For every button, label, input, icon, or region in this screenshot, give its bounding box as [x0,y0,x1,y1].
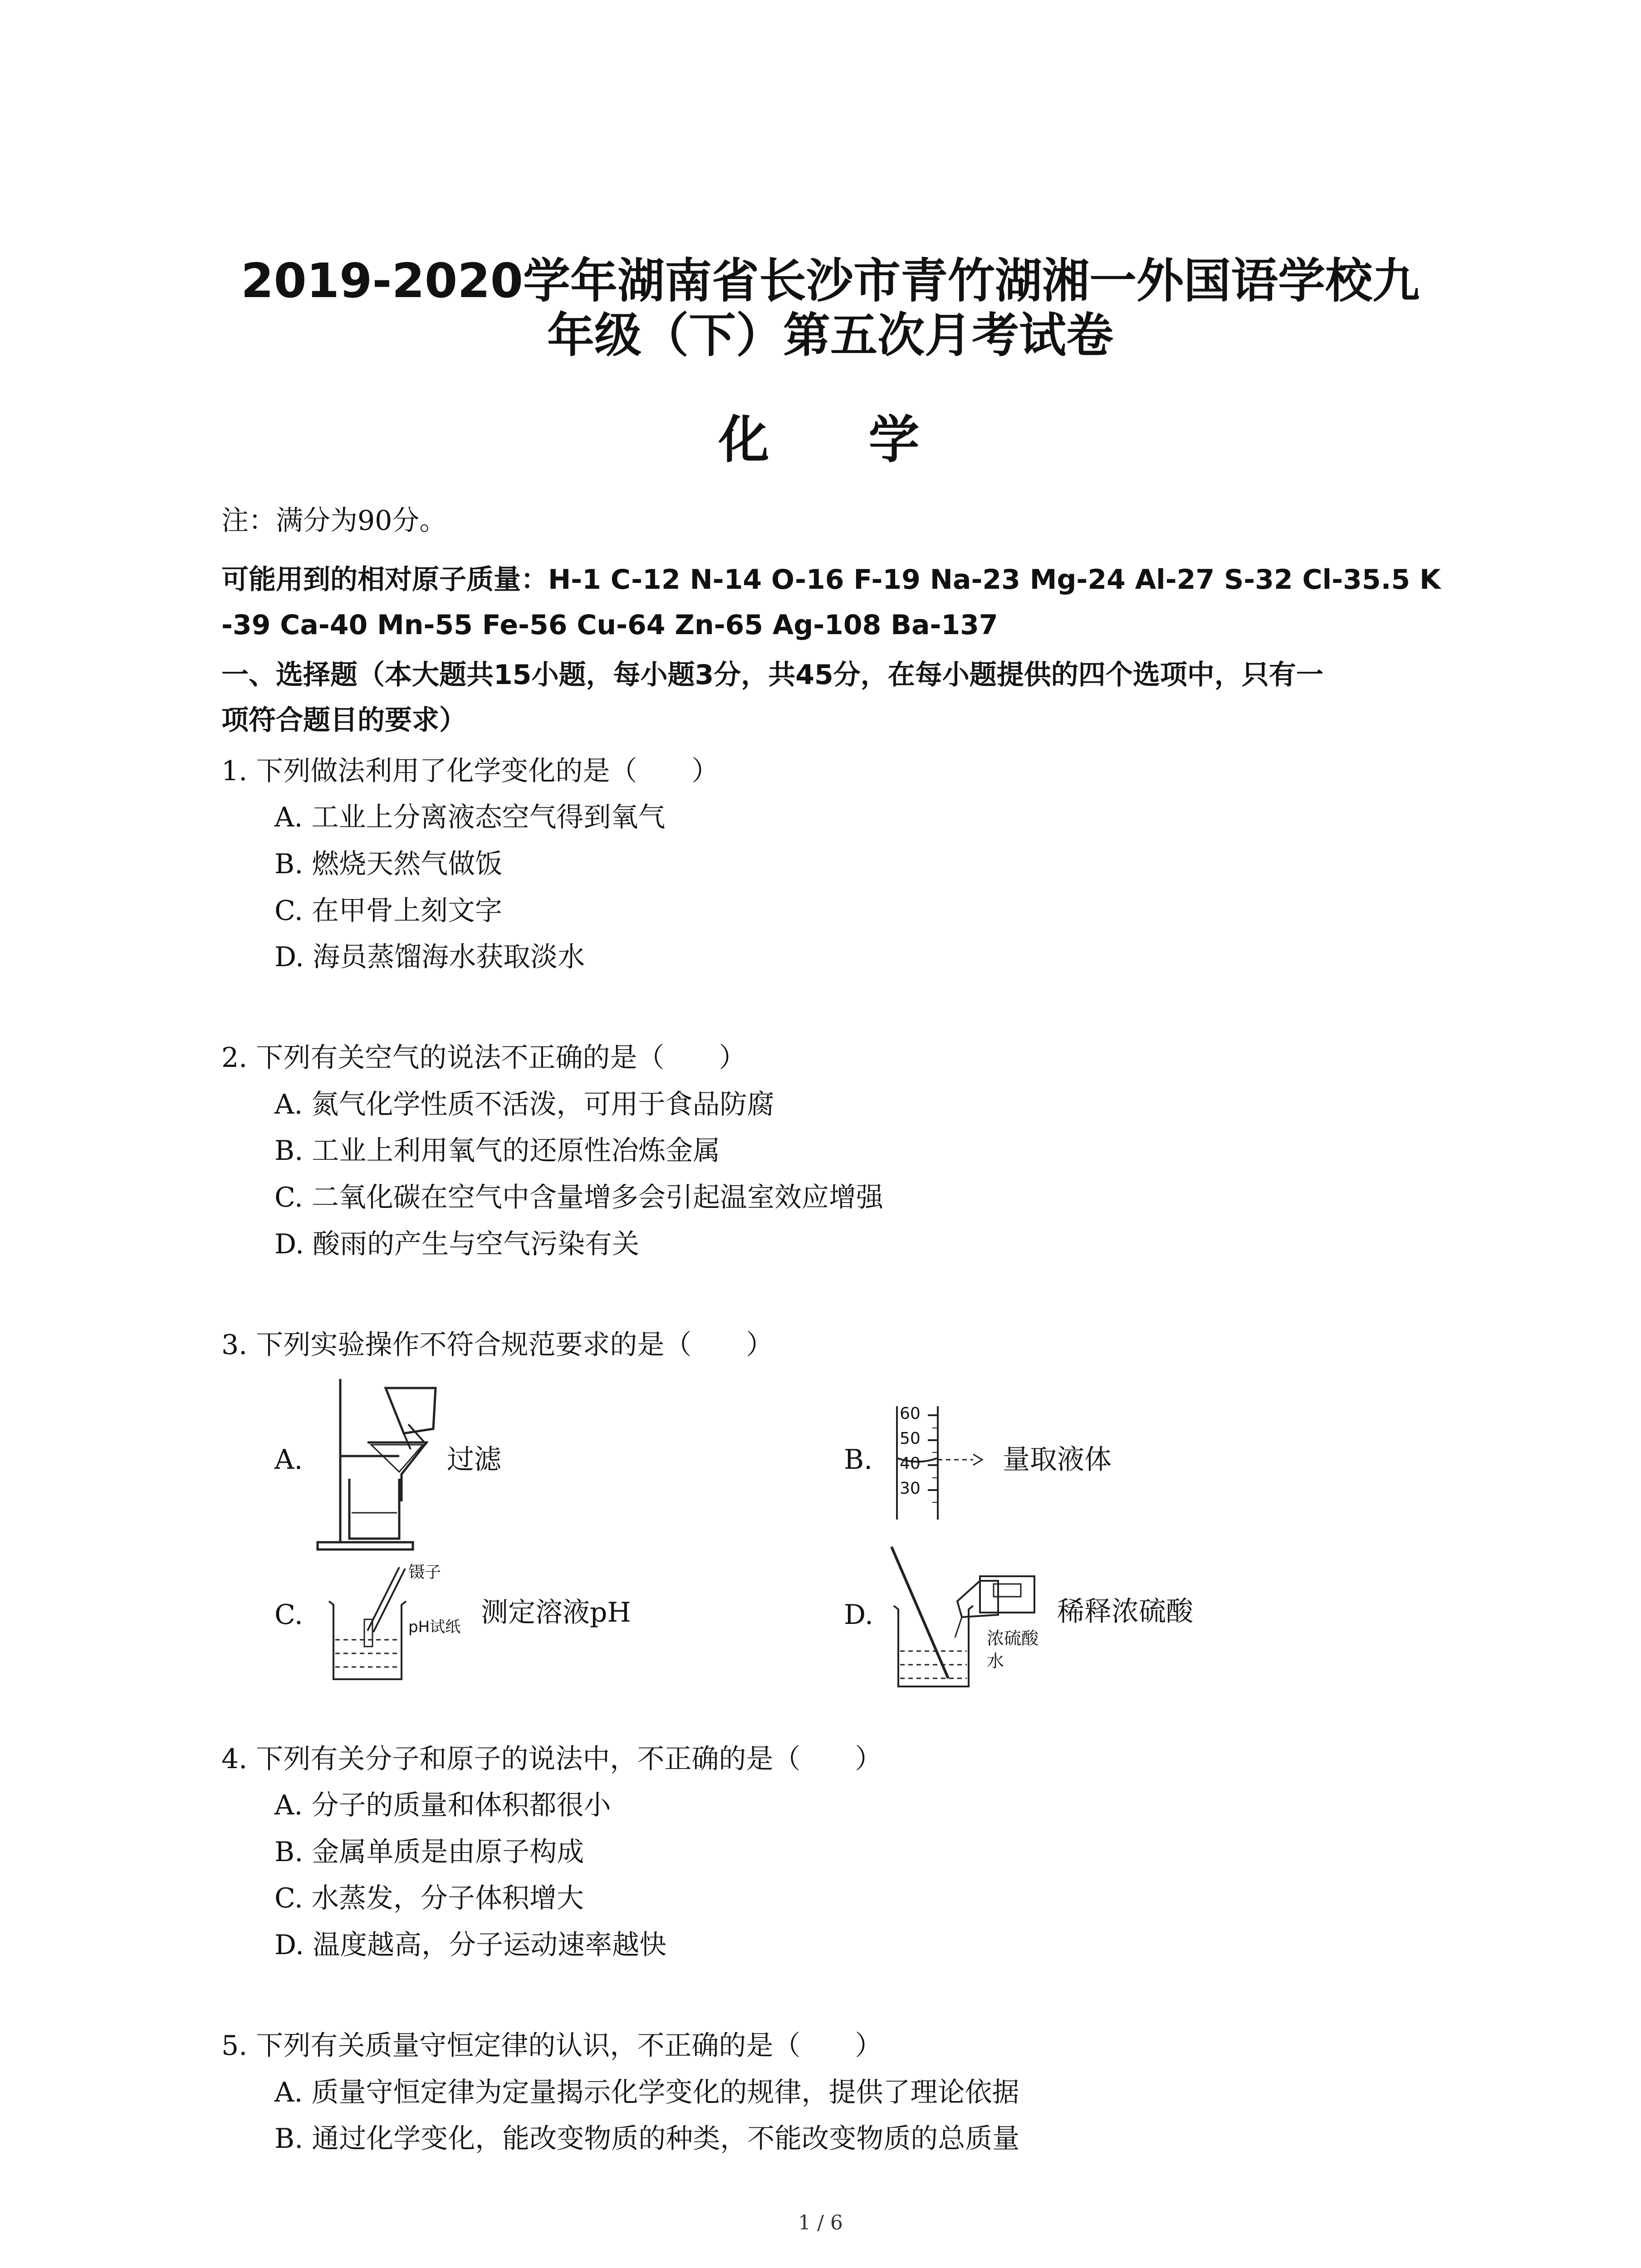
question-1-stem: 1. 下列做法利用了化学变化的是（ ） [221,755,719,787]
question-2-stem: 2. 下列有关空气的说法不正确的是（ ） [221,1042,746,1074]
question-5-option-b: B. 通过化学变化，能改变物质的种类，不能改变物质的总质量 [274,2123,1020,2155]
acid-dilution-figure [889,1542,1062,1696]
question-2-option-c: C. 二氧化碳在空气中含量增多会引起温室效应增强 [274,1182,883,1213]
question-3-stem: 3. 下列实验操作不符合规范要求的是（ ） [221,1329,774,1361]
cylinder-tick-30: 30 [900,1479,921,1498]
cylinder-tick-50: 50 [900,1429,921,1448]
page-number: 1 / 6 [798,2211,843,2234]
question-2-option-a: A. 氮气化学性质不活泼，可用于食品防腐 [274,1089,774,1120]
question-4-option-d: D. 温度越高，分子运动速率越快 [274,1929,667,1961]
section-heading-line1: 一、选择题（本大题共15小题，每小题3分，共45分，在每小题提供的四个选项中，只有一 [221,659,1323,691]
tweezers-label: 镊子 [408,1563,441,1582]
question-3-option-b-letter: B. [844,1444,873,1476]
question-3-option-a-caption: 过滤 [447,1444,501,1476]
exam-title-line1: 2019-2020学年湖南省长沙市青竹湖湘一外国语学校九 [240,253,1420,308]
water-label: 水 [987,1651,1004,1671]
question-3-option-d-caption: 稀释浓硫酸 [1057,1596,1193,1628]
question-1-option-c: C. 在甲骨上刻文字 [274,895,502,927]
cylinder-tick-40: 40 [900,1454,921,1473]
exam-title-line2: 年级（下）第五次月考试卷 [547,308,1113,363]
question-3-option-d-letter: D. [844,1599,874,1631]
concentrated-acid-label: 浓硫酸 [987,1628,1039,1648]
question-1-option-b: B. 燃烧天然气做饭 [274,848,503,880]
ph-paper-label: pH试纸 [408,1618,461,1636]
question-2-option-b: B. 工业上利用氧气的还原性冶炼金属 [274,1135,720,1167]
question-4-option-c: C. 水蒸发，分子体积增大 [274,1882,584,1914]
question-3-option-c-caption: 测定溶液pH [481,1597,631,1628]
question-1-option-d: D. 海员蒸馏海水获取淡水 [274,941,585,973]
score-note: 注：满分为90分。 [221,505,447,537]
subject-title: 化 学 [718,411,960,469]
question-4-stem: 4. 下列有关分子和原子的说法中，不正确的是（ ） [221,1743,882,1775]
cylinder-tick-60: 60 [900,1404,921,1423]
question-4-option-a: A. 分子的质量和体积都很小 [274,1789,611,1821]
question-3-option-c-letter: C. [274,1599,303,1631]
question-4-option-b: B. 金属单质是由原子构成 [274,1836,584,1868]
section-heading-line2: 项符合题目的要求） [221,704,466,736]
filtration-apparatus-figure [313,1370,458,1551]
question-5-option-a: A. 质量守恒定律为定量揭示化学变化的规律，提供了理论依据 [274,2077,1019,2108]
atomic-masses-line2: -39 Ca-40 Mn-55 Fe-56 Cu-64 Zn-65 Ag-108 Ba-137 [221,609,998,641]
atomic-masses-line1: 可能用到的相对原子质量：H-1 C-12 N-14 O-16 F-19 Na-23 Mg-24 Al-27 S-32 Cl-35.5 K [221,564,1441,596]
question-3-option-b-caption: 量取液体 [1003,1444,1112,1476]
question-1-option-a: A. 工业上分离液态空气得到氧气 [274,802,666,833]
question-2-option-d: D. 酸雨的产生与空气污染有关 [274,1228,640,1260]
question-5-stem: 5. 下列有关质量守恒定律的认识，不正确的是（ ） [221,2030,882,2062]
question-3-option-a-letter: A. [274,1444,303,1476]
